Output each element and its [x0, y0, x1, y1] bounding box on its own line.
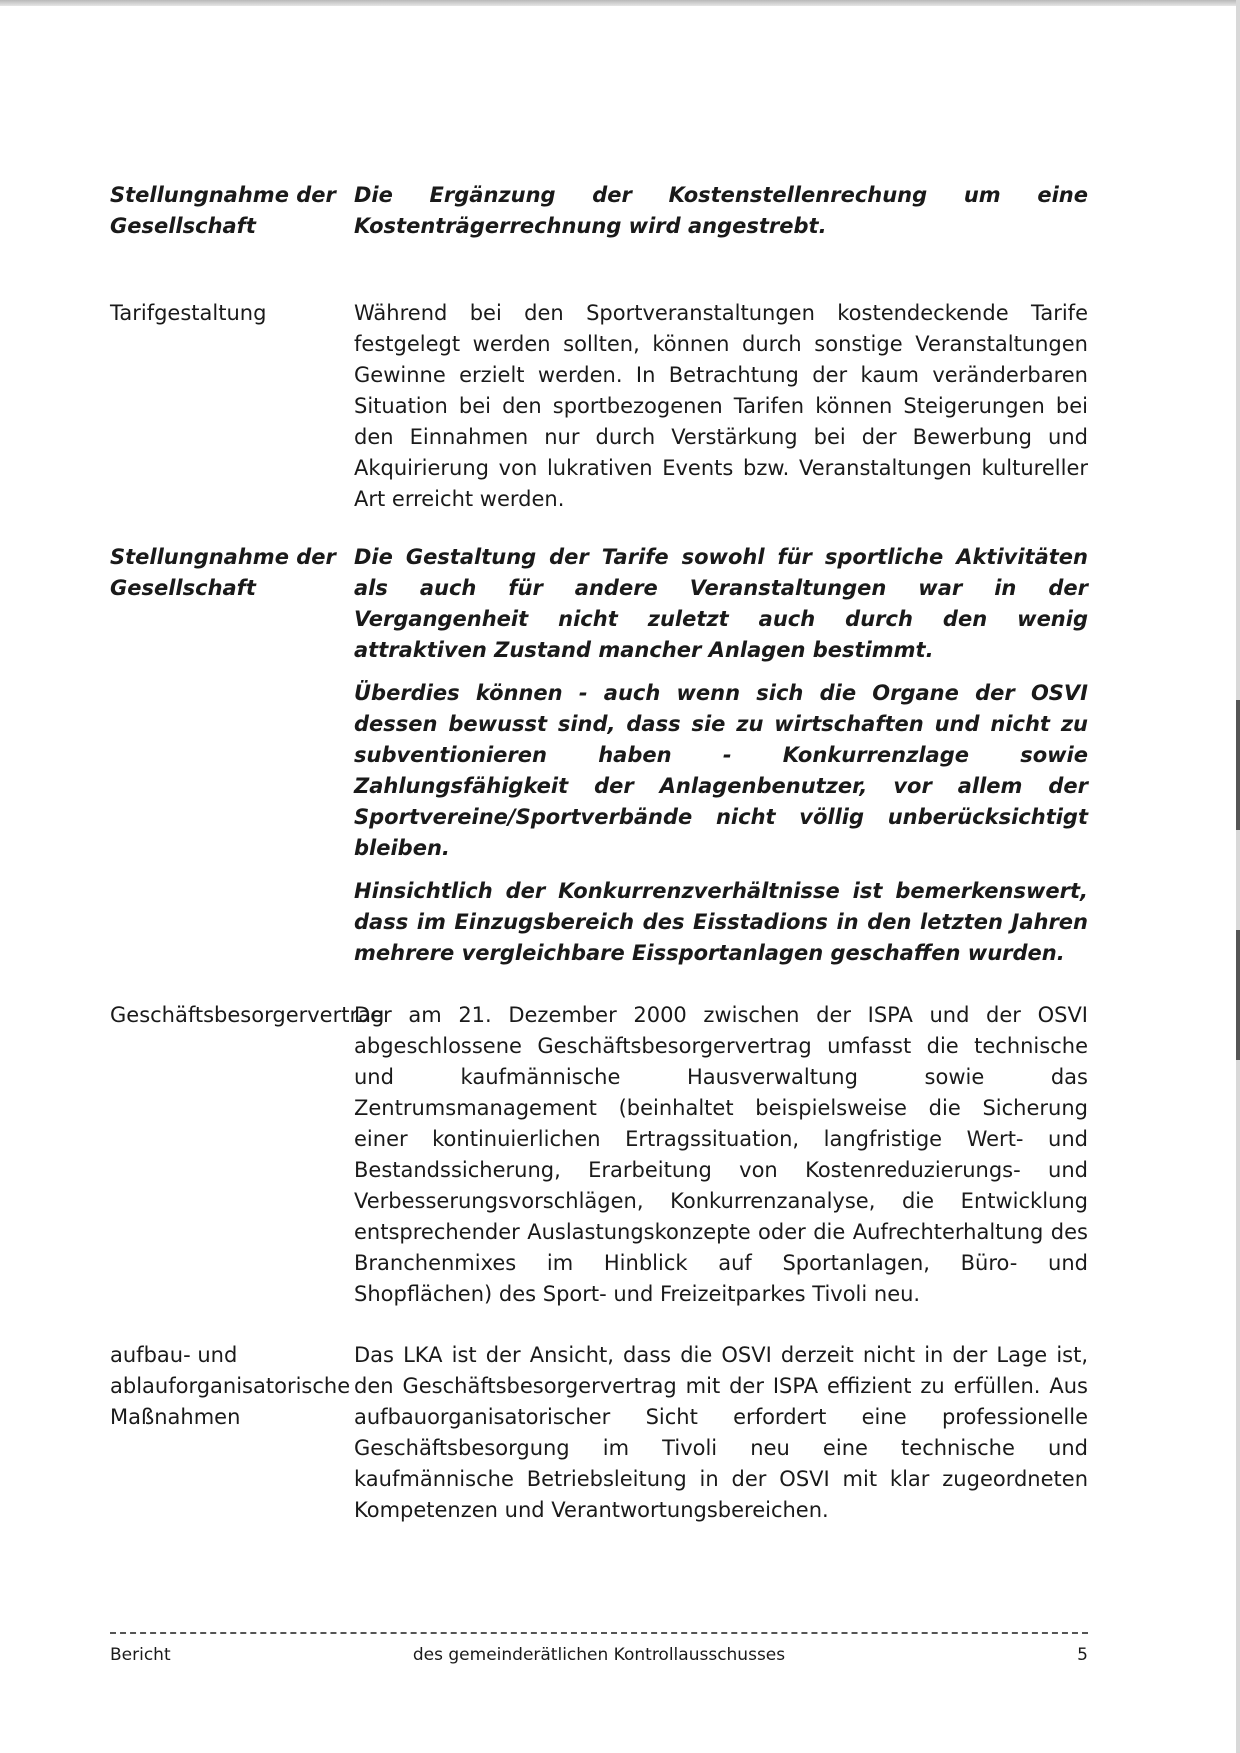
- section-stellungnahme-1: [110, 180, 1088, 254]
- paragraph: Hinsichtlich der Konkurrenzverhältnisse ist bemerkenswert, dass im Einzugsbereich des Eisstadions in den letzten Jahren mehrere vergleichbare Eissportanlagen geschaffen wurden.: [354, 879, 1088, 965]
- footer-committee-label: des gemeinderätlichen Kontrollausschusses: [412, 1645, 786, 1665]
- section-text: [354, 1000, 1088, 1322]
- paragraph: Die Ergänzung der Kostenstellenrechung um eine Kostenträgerrechnung wird angestrebt.: [354, 183, 1088, 238]
- page-number: 5: [1077, 1645, 1088, 1665]
- scan-edge-right: [1236, 0, 1240, 1753]
- section-organisatorische-massnahmen: [110, 1340, 1088, 1538]
- footer-report-label: Bericht: [110, 1645, 171, 1665]
- paragraph: Der am 21. Dezember 2000 zwischen der ISPA und der OSVI abgeschlossene Geschäftsbesorgervertrag umfasst die technische und kaufmännische Hausverwaltung sowie das Zentrumsmanagement (beinhaltet beispielsweise die Sicherung einer kontinuierlichen Ertragssituation, langfristige Wert- und Bestandssicherung, Erarbeitung von Kostenreduzierungs- und Verbesserungsvorschlägen, Konkurrenzanalyse, die Entwicklung entsprechender Auslastungskonzepte oder die Aufrechterhaltung des Branchenmixes im Hinblick auf Sportanlagen, Büro- und Shopflächen) des Sport- und Freizeitparkes Tivoli neu.: [354, 1003, 1088, 1306]
- section-stellungnahme-2: [110, 542, 1088, 981]
- paragraph: Überdies können - auch wenn sich die Organe der OSVI dessen bewusst sind, dass sie zu wirtschaften und nicht zu subventionieren haben - Konkurrenzlage sowie Zahlungsfähigkeit der Anlagenbenutzer, vor allem der Sportvereine/Sportverbände nicht völlig unberücksichtigt bleiben.: [354, 681, 1088, 860]
- scan-mark: [1236, 700, 1240, 830]
- section-label: Geschäftsbesorgervertrag: [110, 1003, 385, 1027]
- section-text: [354, 542, 1088, 981]
- footer-divider: [110, 1632, 1088, 1634]
- paragraph: Die Gestaltung der Tarife sowohl für sportliche Aktivitäten als auch für andere Veranstaltungen war in der Vergangenheit nicht zuletzt auch durch den wenig attraktiven Zustand mancher Anlagen bestimmt.: [354, 545, 1088, 662]
- paragraph: Während bei den Sportveranstaltungen kostendeckende Tarife festgelegt werden sollten, können durch sonstige Veranstaltungen Gewinne erzielt werden. In Betrachtung der kaum veränderbaren Situation bei den sportbezogenen Tarifen können Steigerungen bei den Einnahmen nur durch Verstärkung bei der Bewerbung und Akquirierung von lukrativen Events bzw. Veranstaltungen kultureller Art erreicht werden.: [354, 301, 1088, 511]
- section-text: [354, 180, 1088, 254]
- section-tarifgestaltung: [110, 298, 1088, 527]
- section-label: Stellungnahme der Gesellschaft: [110, 545, 336, 600]
- paragraph: Das LKA ist der Ansicht, dass die OSVI derzeit nicht in der Lage ist, den Geschäftsbesorgervertrag mit der ISPA effizient zu erfüllen. Aus aufbauorganisatorischer Sicht erfordert eine professionelle Geschäftsbesorgung im Tivoli neu eine technische und kaufmännische Betriebsleitung in der OSVI mit klar zugeordneten Kompetenzen und Verantwortungsbereichen.: [354, 1343, 1088, 1522]
- section-text: [354, 298, 1088, 527]
- section-text: [354, 1340, 1088, 1538]
- section-geschaeftsbesorgervertrag: [110, 1000, 1088, 1322]
- section-label: Tarifgestaltung: [110, 301, 267, 325]
- section-label: Stellungnahme der Gesellschaft: [110, 183, 336, 238]
- scan-mark: [1236, 930, 1240, 1060]
- scan-edge-top: [0, 0, 1240, 6]
- section-label: aufbau- und ablauforganisatorische Maßnahmen: [110, 1343, 351, 1429]
